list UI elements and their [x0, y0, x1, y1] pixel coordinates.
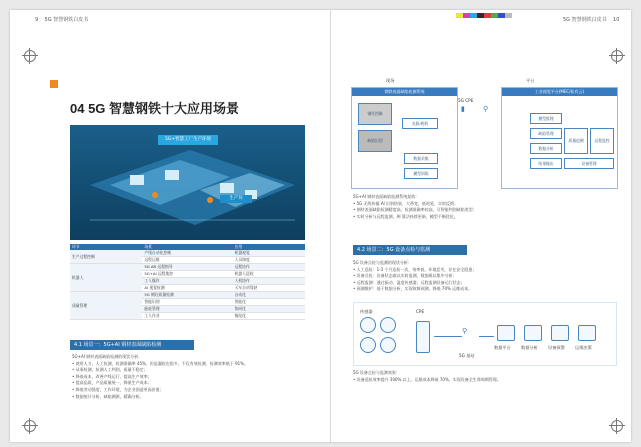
section-heading: 4.1 场景一：5G+AI 钢材表面缺陷检测 — [70, 340, 194, 350]
table-cell: 自动化 — [233, 292, 305, 299]
table-cell: AI 视觉检测 — [142, 285, 232, 292]
diagram-col-label: 平台 — [526, 78, 535, 83]
table-header: 应用 — [233, 244, 305, 250]
paragraph-line: • 预测维护：基于数据分析，实现故障预测，降低 70% 运维成本。 — [353, 286, 473, 292]
title-accent — [50, 80, 58, 88]
table-cell: 智能化 — [233, 299, 305, 306]
paragraph-line: • 从事检测，检测人工判别，质量不稳定； — [72, 367, 148, 373]
right-header — [563, 16, 619, 23]
flow-label: 数据平台 — [494, 345, 511, 350]
table-group: 质量管理 — [70, 292, 142, 320]
table-row — [70, 292, 305, 299]
smart-factory-illustration — [70, 125, 305, 240]
flow-label: 设备预警 — [548, 345, 565, 350]
diagram-col-label: 现场 — [386, 78, 395, 83]
table-header: 环节 — [70, 244, 142, 250]
table-cell: 指纹化 — [233, 313, 305, 320]
antenna-icon: ⚲ — [483, 105, 489, 113]
defect-recognition-box: 缺陷识别 — [358, 130, 392, 152]
base-station-icon: ⚲ — [462, 327, 468, 335]
flow-arrow — [434, 336, 462, 337]
registration-mark-icon — [611, 50, 623, 62]
table-cell: 能耗管理 — [142, 306, 232, 313]
cpe-icon: ▮ — [461, 105, 465, 113]
right-header-title: 5G 智慧钢铁白皮书 — [563, 17, 607, 23]
table-cell: 5G+AI 远程集控 — [142, 271, 232, 278]
left-diagram-title: 钢铁表面缺陷检测系统 — [352, 88, 457, 96]
right-diagram-panel — [501, 87, 618, 189]
data-analysis-box: 数据分析 — [530, 143, 562, 154]
sensor-icon — [360, 317, 376, 333]
table-cell: 5G 钢坯质量检测 — [142, 292, 232, 299]
book-spread — [10, 10, 631, 442]
flow-label: 数据分析 — [521, 345, 538, 350]
cpe-device-icon — [416, 321, 430, 353]
left-header-title: 5G 智慧钢铁白皮书 — [44, 17, 89, 23]
right-page — [331, 10, 631, 442]
model-inference-box: 模型推理 — [530, 113, 562, 124]
table-cell: 工人操作 — [142, 278, 232, 285]
model-training-box: 模型训练 — [404, 168, 438, 179]
paragraph-line: • 降低成本，改善产线运行，提高生产效率； — [72, 373, 152, 379]
paragraph-line: • 设备点检：设备状态难以实时监测，数据难以集中分析； — [353, 273, 457, 279]
body-text — [353, 260, 476, 293]
warning-icon — [551, 325, 569, 341]
chapter-title: 04 5G 智慧钢铁十大应用场景 — [70, 101, 240, 116]
left-page — [10, 10, 330, 442]
paragraph-line: 5G+AI 钢材表面缺陷检测系统架构： — [353, 194, 420, 199]
table-group: 机器人 — [70, 264, 142, 292]
paragraph-line: • 远程监测：通过振动、温度传感器，远程监测设备运行状态； — [353, 279, 465, 285]
paragraph-line: 5G 设备点检与监测效果： — [353, 370, 400, 375]
left-page-number: 9 — [35, 17, 39, 23]
table-cell: 产线自动化控制 — [142, 250, 232, 257]
paragraph-line: • 5G 无线传输 AI 识别结果，大带宽，低时延，实时反馈； — [353, 200, 459, 206]
steel-image-box: 钢坯图像 — [358, 103, 392, 125]
table-cell: 5G AR 远程指导 — [142, 264, 232, 271]
result-output-box: 结果输出 — [530, 158, 562, 169]
flow-label: 运维决策 — [575, 345, 592, 350]
paragraph-line: 5G+AI 钢材表面缺陷检测的现状分析： — [72, 354, 143, 359]
registration-mark-icon — [24, 420, 36, 432]
body-text — [353, 194, 477, 220]
device-management-box: 设备管理 — [564, 158, 614, 169]
table-cell: 机器视觉 — [233, 250, 305, 257]
table-cell: 天车自动驾驶 — [233, 285, 305, 292]
table-header: 场景 — [142, 244, 232, 250]
registration-mark-icon — [611, 420, 623, 432]
data-capture-box: 数据采集 — [404, 153, 438, 164]
sensor-icon — [360, 337, 376, 353]
paragraph-line: • 实时分析与远程监测，AI 算法持续更新，模型不断优化。 — [353, 213, 458, 219]
paragraph-line: • 降低劳动强度，工作环境，为企业创造更高价值； — [72, 386, 164, 392]
paragraph-line: • 设备巡检效率提升 300% 以上，运维成本降低 70%，实现设备全生命周期管理。 — [353, 376, 501, 382]
paragraph-line: • 钢材表面缺陷检测精度高，检测准确率较高，可智能判别缺陷类型； — [353, 207, 477, 213]
application-table — [70, 244, 305, 320]
paragraph-line: • 使用人力、人工检测，检测准确率 45%，但是漏检也很多，不仅有效检测，检测效率低于 91%。 — [72, 360, 248, 366]
section-heading: 4.2 场景二：5G 设备点检与监测 — [353, 245, 467, 255]
color-bar — [456, 13, 512, 18]
paragraph-line: • 提高品质，产品质量统一，降低生产成本； — [72, 380, 152, 386]
body-text — [353, 370, 501, 383]
platform-icon — [497, 325, 515, 341]
paragraph-line: • 数据统计分析，缺陷溯源，精确分析。 — [72, 393, 144, 399]
decision-icon — [578, 325, 596, 341]
table-cell: 人机协作 — [233, 278, 305, 285]
table-cell: 智能识别 — [142, 299, 232, 306]
left-header — [35, 16, 88, 23]
left-diagram-panel — [351, 87, 458, 189]
paragraph-line: • 人工巡检：1-3 个月巡检一次，效率低，环境恶劣，存在安全隐患； — [353, 266, 477, 272]
remote-monitor-box: 远程监控 — [590, 128, 614, 154]
table-cell: 远程协作 — [233, 264, 305, 271]
body-text — [72, 354, 248, 400]
table-group: 生产过程控制 — [70, 250, 142, 264]
table-cell: 工人作业 — [142, 313, 232, 320]
table-cell: 人员调度 — [233, 257, 305, 264]
camera-box: 光源/相机 — [402, 118, 438, 129]
paragraph-line: 5G 设备点检与监测的现状分析： — [353, 260, 412, 265]
analysis-icon — [524, 325, 542, 341]
table-row — [70, 264, 305, 271]
flow-label: 传感器 — [360, 309, 373, 314]
flow-arrow — [479, 336, 494, 337]
table-cell: 远程运维 — [142, 257, 232, 264]
sensor-icon — [380, 317, 396, 333]
sensor-icon — [380, 337, 396, 353]
cpe-label: 5G CPE — [458, 98, 474, 103]
figure-banner-secondary: 生产环 — [220, 195, 252, 203]
flow-label: 5G 基站 — [459, 353, 475, 358]
quality-trace-box: 质量追溯 — [564, 128, 588, 154]
figure-banner: 5G+智慧工厂生产环境 — [158, 135, 218, 145]
right-page-number: 10 — [613, 17, 620, 23]
table-cell: 机器人巡检 — [233, 271, 305, 278]
table-cell: 协同化 — [233, 306, 305, 313]
flow-label: CPE — [416, 309, 425, 314]
right-diagram-title: 工业视觉平台(MEC/私有云) — [502, 88, 617, 96]
defect-management-box: 缺陷管理 — [530, 128, 562, 139]
flow-diagram — [353, 302, 617, 366]
registration-mark-icon — [24, 50, 36, 62]
